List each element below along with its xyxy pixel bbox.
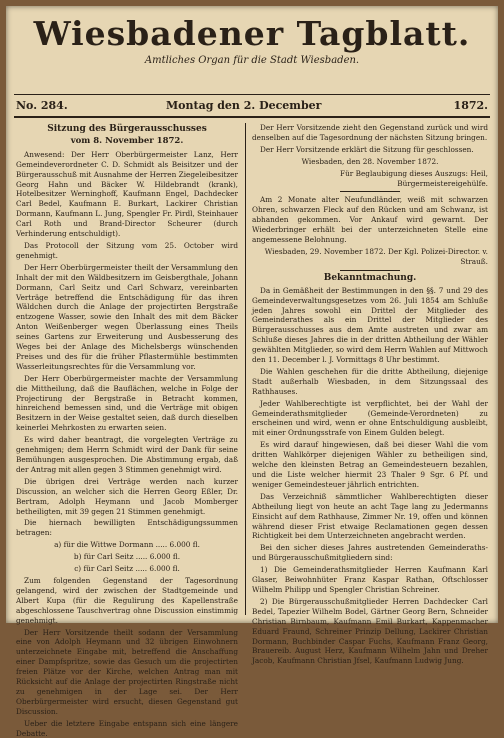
column-separator <box>245 123 246 615</box>
paragraph: Zum folgenden Gegenstand der Tagesordnung gelangend, wird der zwischen der Stadtgemeinde und Albert Kupa (für die Regulirung des Kapellenstraße abgeschlossene Tauschvertrag ohne Discussion einstimmig genehmigt. <box>16 575 238 625</box>
dateline: Wiesbaden, den 28. November 1872. <box>301 156 439 166</box>
issue-bar <box>16 97 488 115</box>
list-item: a) für die Wittwe Dormann ..... 6.000 fl. <box>54 540 200 550</box>
issue-year: 1872. <box>453 99 488 112</box>
divider <box>340 191 400 192</box>
newspaper-title: Wiesbadener Tagblatt. <box>33 14 471 53</box>
paragraph: Jeder Wahlberechtigte ist verpflichtet, bei der Wahl der Gemeinderathsmitglieder (Gemeinde-Verordneten) zu erscheinen und wird, wenn er ohne Entschuldigung ausbleibt, mit einer Ordnungsstrafe von Einem Gulden belegt. <box>252 398 488 438</box>
issue-number: No. 284. <box>16 99 68 112</box>
paragraph: Es wird daher beantragt, die vorgelegten Verträge zu genehmigen; dem Herrn Schmidt wird der Dank für seine Bemühungen ausgesprochen. Die Abstimmung ergab, daß der Antrag mit allen gegen 3 Stimmen genehmigt wird. <box>16 435 238 474</box>
paragraph: Der Herr Oberbürgermeister machte der Versammlung die Mittheilung, daß die Bauflächen, welche in Folge der Projectirung der Bergstraße in Betracht kommen, hinreichend bemessen sind, und die Verträge mit obigen Besitzern in der Weise gestaltet seien, daß durch dieselben keinerlei Mehrkosten zu erwarten seien. <box>16 373 238 433</box>
signature: Für Beglaubigung dieses Auszugs: Heil, Bürgermeistereigehülfe. <box>340 168 488 188</box>
paragraph: Das Protocoll der Sitzung vom 25. October wird genehmigt. <box>16 240 238 260</box>
list-item: b) für Carl Seitz ..... 6.000 fl. <box>73 552 181 562</box>
paragraph: Der Herr Vorsitzende erklärt die Sitzung für geschlossen. <box>260 144 474 154</box>
newspaper-subtitle: Amtliches Organ für die Stadt Wiesbaden. <box>144 55 360 66</box>
paragraph: Die hiernach bewilligten Entschädigungssummen betragen: <box>16 518 238 538</box>
left-heading: Sitzung des Bürgerausschusses <box>47 124 207 134</box>
notice-signature: Wiesbaden, 29. November 1872. Der Kgl. Polizei-Director. v. Strauß. <box>264 246 488 266</box>
right-column <box>252 123 488 666</box>
paragraph: Bei den sicher dieses Jahres austretenden Gemeinderaths- und Bürgerausschußmitgliedern sind: <box>252 543 488 563</box>
paragraph: Anwesend: Der Herr Oberbürgermeister Lanz, Herr Gemeindeverordneter C. D. Schmidt als Beisitzer und der Bürgerausschuß mit Ausnahme der Herren Ziegeleibesitzer Georg Hahn und Bäcker W. Hildebrandt (krank), Hotelbesitzer Werninghoff, Kaufmann Engel, Dachdecker Carl Bedel, Kaufmann E. Burkart, Lackirer Christian Dormann, Kaufmann L. Jung, Spengler Fr. Pirdl, Steinhauer Carl Roth und Brand-Director Scheurer (durch Verhinderung entschuldigt). <box>16 149 238 239</box>
paragraph: Die übrigen drei Verträge werden nach kurzer Discussion, an welcher sich die Herren Georg Eßler, Dr. Bertram, Adolph Heymann und Jacob Momberger betheiligten, mit 39 gegen 21 Stimmen genehmigt. <box>16 476 238 516</box>
newspaper-page <box>6 6 498 738</box>
masthead-rule-bottom <box>14 116 490 118</box>
divider <box>340 270 400 271</box>
paragraph: Es wird darauf hingewiesen, daß bei dieser Wahl die vom dritten Wahlkörper diejenigen Wähler zu betheiligen sind, welche den kleinsten Betrag an Gemeindesteuern bezahlen, und die Liste welcher hiermit 23 Thaler 9 Sgr. 6 Pf. und weniger Gemeindesteuer jährlich entrichten. <box>252 440 488 489</box>
notice-lost-dog: Am 2 Monate alter Neufundländer, weiß mit schwarzen Ohren, schwarzen Fleck auf den Rücken und am Schwanz, ist abhanden gekommen. Vor Ankauf wird gewarnt. Der Wiederbringer erhält bei der unterzeichneten Stelle eine angemessene Belohnung. <box>252 195 488 245</box>
paragraph: Der Herr Vorsitzende zieht den Gegenstand zurück und wird denselben auf die Tagesordnung der nächsten Sitzung bringen. <box>252 123 488 142</box>
paragraph: 2) Die Bürgerausschußmitglieder Herren Dachdecker Carl Bedel, Tapezier Wilhelm Bodel, Gärtner Georg Bern, Schneider Christian Birnbaum, Kaufmann Emil Burkart, Kappenmacher Eduard Fraund, Schreiner Prinzip Dellung, Lackirer Christian Dormann, Buchbinder Caspar Fuchs, Kaufmann Franz Georg, Brauereib. August Herz, Kaufmann Wilhelm Jahn und Dreher Jacob, Kaufmann Christian Jfsel, Kaufmann Ludwig Jung. <box>252 596 488 666</box>
paragraph: Da in Gemäßheit der Bestimmungen in den §§. 7 und 29 des Gemeindeverwaltungsgesetzes vom 26. Juli 1854 am Schluße jeden Jahres sowohl ein Drittel der Mitglieder des Gemeinderathes als ein Drittel der Mitglieder des Bürgerausschusses aus dem Amte austreten und zwar am Schluße dieses Jahres die in der dritten Abtheilung der Wähler gewählten Mitglieder, so wird dem Herrn Wahlen auf Mittwoch den 11. December l. J. Vormittags 8 Uhr bestimmt. <box>252 285 488 365</box>
list-item: c) für Carl Seitz ..... 6.000 fl. <box>74 564 180 574</box>
paragraph: Die Wahlen geschehen für die dritte Abtheilung, diejenige Stadt außerhalb Wiesbaden, in dem Sitzungssaal des Rathhauses. <box>252 366 488 396</box>
paragraph: Der Herr Vorsitzende theilt sodann der Versammlung eine von Adolph Heymann und 32 übrigen Einwohnern unterzeichnete Eingabe mit, betreffend die Anschaffung einer Dampfspritze, sowie das Gesuch um die projectirten freien Plätze vor der Kirche, welchen Antrag man mit Rücksicht auf die Anlage der projectirten Ringstraße nicht zu genehmigen in der Lage sei. Der Herr Oberbürgermeister wird ersucht, diesen Gegenstand gut Discussion. <box>16 627 238 716</box>
masthead <box>6 14 498 68</box>
issue-date: Montag den 2. December <box>166 99 322 112</box>
paragraph: Ueber die letztere Eingabe entspann sich eine längere Debatte. <box>16 718 238 738</box>
masthead-rule-top <box>14 94 490 95</box>
paragraph: Der Herr Oberbürgermeister theilt der Versammlung den Inhalt der mit den Wäldbesitzern im Geisbergthale, Johann Dormann, Carl Seitz und Carl Schwarz, vereinbarten Verträge betreffend die Entschädigung für das ihren Wäldchen durch die Anlage der projectirten Bergstraße entzogene Wasser, sowie den Inhalt des mit dem Bäcker Anton Weißenberger wegen Überlassung eines Theils seines Gartens zur Erweiterung und Ausbesserung des Weges bei der Anlage des Michelsbergs wünschenden Preises und des für die früher Pflastermühle bestimmten Wasserleitungsrechtes für die Versammlung vor. <box>16 262 238 371</box>
announcement-heading: Bekanntmachung. <box>323 272 417 283</box>
paragraph: Das Verzeichniß sämmtlicher Wahlberechtigten dieser Abtheilung liegt von heute an acht Tage lang zu Jedermanns Einsicht auf dem Rathhause, Zimmer Nr. 19, offen und können während dieser Frist etwaige Reclamationen gegen dessen Richtigkeit bei dem Unterzeichneten angebracht werden. <box>252 491 488 541</box>
left-column <box>16 123 238 738</box>
paragraph: 1) Die Gemeinderathsmitglieder Herren Kaufmann Karl Glaser, Beiwohnhüter Franz Kaspar Rathan, Oftschlosser Wilhelm Philipp und Spengler Christian Schreiner. <box>252 565 488 594</box>
left-subheading: vom 8. November 1872. <box>70 135 184 146</box>
